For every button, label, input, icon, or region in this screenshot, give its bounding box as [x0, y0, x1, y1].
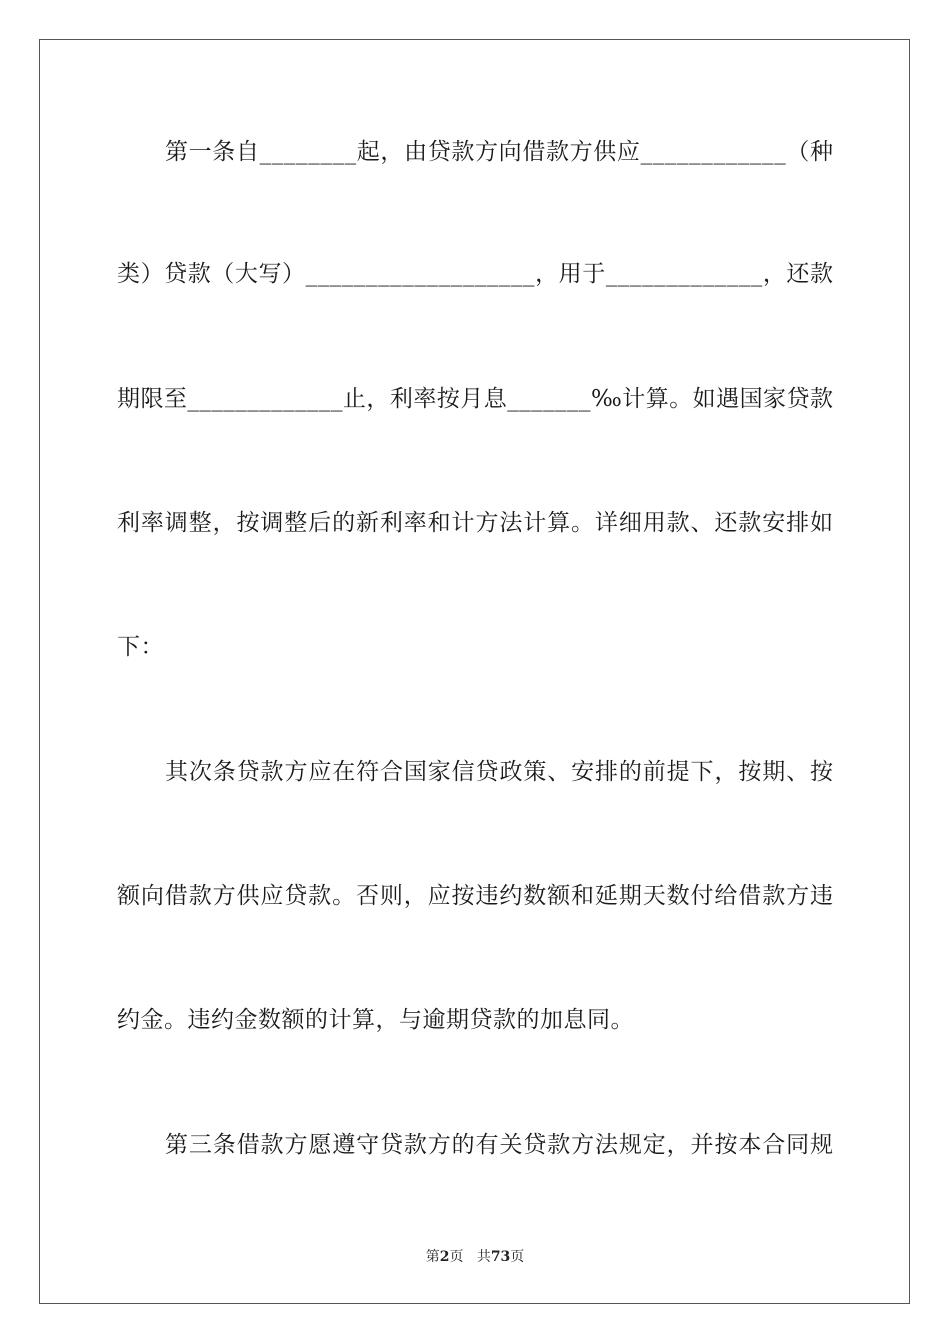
paragraph-1-line-4 — [117, 503, 833, 543]
paragraph-1-line-5 — [117, 627, 833, 667]
paragraph-2-line-1 — [117, 752, 833, 792]
paragraph-2-line-2 — [117, 876, 833, 916]
text-line: 下： — [117, 634, 164, 660]
page-prefix: 第 — [425, 1249, 440, 1265]
text-line: 类）贷款（大写）___________________，用于_____________，还款 — [117, 261, 834, 287]
page-footer — [0, 1246, 950, 1266]
paragraph-3-line-1 — [117, 1125, 833, 1165]
text-line: 第三条借款方愿遵守贷款方的有关贷款方法规定，并按本合同规 — [165, 1132, 834, 1158]
total-pages: 73 — [490, 1249, 511, 1265]
paragraph-1-line-1 — [117, 132, 833, 172]
paragraph-2-line-3 — [117, 1000, 833, 1040]
text-line: 第一条自________起，由贷款方向借款方供应____________（种 — [165, 139, 834, 165]
text-line: 额向借款方供应贷款。否则，应按违约数额和延期天数付给借款方违 — [117, 883, 834, 909]
text-line: 约金。违约金数额的计算，与逾期贷款的加息同。 — [117, 1007, 634, 1033]
paragraph-1-line-3 — [117, 379, 833, 419]
page-number: 2 — [439, 1249, 450, 1265]
page-border — [39, 39, 910, 1304]
text-line: 利率调整，按调整后的新利率和计方法计算。详细用款、还款安排如 — [117, 510, 834, 536]
total-suffix: 页 — [510, 1249, 525, 1265]
paragraph-1-line-2 — [117, 254, 833, 294]
text-line: 其次条贷款方应在符合国家信贷政策、安排的前提下，按期、按 — [165, 759, 834, 785]
page-suffix: 页 — [449, 1249, 464, 1265]
total-prefix: 共 — [476, 1249, 491, 1265]
text-line: 期限至_____________止，利率按月息_______‰计算。如遇国家贷款 — [117, 386, 834, 412]
